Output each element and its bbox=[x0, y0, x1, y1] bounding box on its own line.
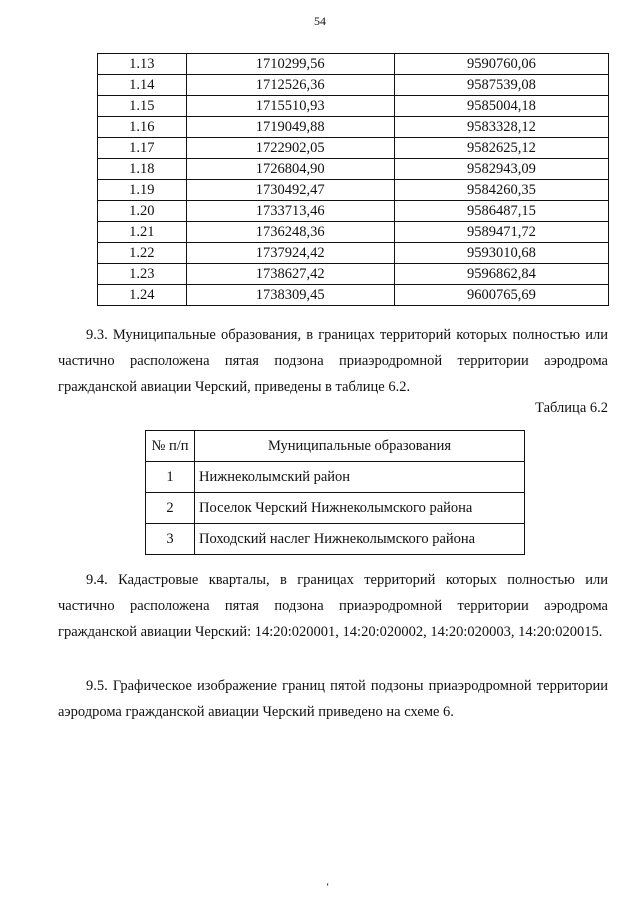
point-number: 1.14 bbox=[98, 75, 187, 96]
page-number: 54 bbox=[314, 14, 326, 28]
table-row bbox=[98, 264, 609, 285]
coordinate-y: 9587539,08 bbox=[394, 75, 608, 96]
table-row bbox=[98, 222, 609, 243]
coordinate-y: 9596862,84 bbox=[394, 264, 608, 285]
coordinate-y: 9583328,12 bbox=[394, 117, 608, 138]
point-number: 1.16 bbox=[98, 117, 187, 138]
table-row bbox=[98, 201, 609, 222]
header-number: № п/п bbox=[146, 431, 195, 462]
coordinate-x: 1730492,47 bbox=[186, 180, 394, 201]
paragraph-9-4: 9.4. Кадастровые кварталы, в границах территорий которых полностью или частично расположена пятая подзона приаэродромной территории аэродрома гражданской авиации Черский: 14:20:020001, 14:20:020002, 14:20:020003, 14:20:020015. bbox=[58, 572, 608, 640]
coordinate-y: 9585004,18 bbox=[394, 96, 608, 117]
row-number: 2 bbox=[146, 493, 195, 524]
row-name: Нижнеколымский район bbox=[195, 462, 525, 493]
coordinate-y: 9589471,72 bbox=[394, 222, 608, 243]
coordinate-x: 1719049,88 bbox=[186, 117, 394, 138]
coordinate-x: 1722902,05 bbox=[186, 138, 394, 159]
point-number: 1.19 bbox=[98, 180, 187, 201]
municipal-table-header bbox=[146, 431, 525, 462]
coordinates-table bbox=[97, 53, 609, 306]
coordinate-x: 1737924,42 bbox=[186, 243, 394, 264]
table-row bbox=[98, 243, 609, 264]
row-number: 3 bbox=[146, 524, 195, 555]
coordinate-x: 1733713,46 bbox=[186, 201, 394, 222]
coordinate-y: 9590760,06 bbox=[394, 54, 608, 75]
table-row bbox=[98, 54, 609, 75]
coordinate-x: 1736248,36 bbox=[186, 222, 394, 243]
table-caption: Таблица 6.2 bbox=[535, 400, 608, 416]
table-row bbox=[98, 285, 609, 306]
row-name: Походский наслег Нижнеколымского района bbox=[195, 524, 525, 555]
paragraph-9-5: 9.5. Графическое изображение границ пятой подзоны приаэродромной территории аэродрома гражданской авиации Черский приведено на схеме 6. bbox=[58, 678, 608, 720]
point-number: 1.17 bbox=[98, 138, 187, 159]
point-number: 1.21 bbox=[98, 222, 187, 243]
coordinate-x: 1712526,36 bbox=[186, 75, 394, 96]
row-number: 1 bbox=[146, 462, 195, 493]
coordinate-y: 9600765,69 bbox=[394, 285, 608, 306]
table-row bbox=[98, 75, 609, 96]
table-row bbox=[146, 462, 525, 493]
table-row bbox=[98, 96, 609, 117]
table-row bbox=[98, 138, 609, 159]
point-number: 1.15 bbox=[98, 96, 187, 117]
coordinate-x: 1738309,45 bbox=[186, 285, 394, 306]
municipal-table bbox=[145, 430, 525, 555]
point-number: 1.20 bbox=[98, 201, 187, 222]
coordinate-y: 9582943,09 bbox=[394, 159, 608, 180]
coordinate-y: 9582625,12 bbox=[394, 138, 608, 159]
point-number: 1.24 bbox=[98, 285, 187, 306]
coordinate-x: 1715510,93 bbox=[186, 96, 394, 117]
point-number: 1.22 bbox=[98, 243, 187, 264]
table-row bbox=[146, 493, 525, 524]
row-name: Поселок Черский Нижнеколымского района bbox=[195, 493, 525, 524]
header-name: Муниципальные образования bbox=[195, 431, 525, 462]
coordinate-y: 9584260,35 bbox=[394, 180, 608, 201]
point-number: 1.18 bbox=[98, 159, 187, 180]
bottom-mark: ‘ bbox=[326, 882, 330, 893]
table-row bbox=[146, 524, 525, 555]
table-row bbox=[98, 159, 609, 180]
paragraph-9-3: 9.3. Муниципальные образования, в границах территорий которых полностью или частично расположена пятая подзона приаэродромной территории аэродрома гражданской авиации Черский, приведены в таблице 6.2. bbox=[58, 327, 608, 395]
coordinate-y: 9586487,15 bbox=[394, 201, 608, 222]
coordinate-x: 1726804,90 bbox=[186, 159, 394, 180]
table-row bbox=[98, 117, 609, 138]
coordinate-x: 1710299,56 bbox=[186, 54, 394, 75]
table-row bbox=[98, 180, 609, 201]
coordinate-y: 9593010,68 bbox=[394, 243, 608, 264]
point-number: 1.13 bbox=[98, 54, 187, 75]
point-number: 1.23 bbox=[98, 264, 187, 285]
coordinate-x: 1738627,42 bbox=[186, 264, 394, 285]
